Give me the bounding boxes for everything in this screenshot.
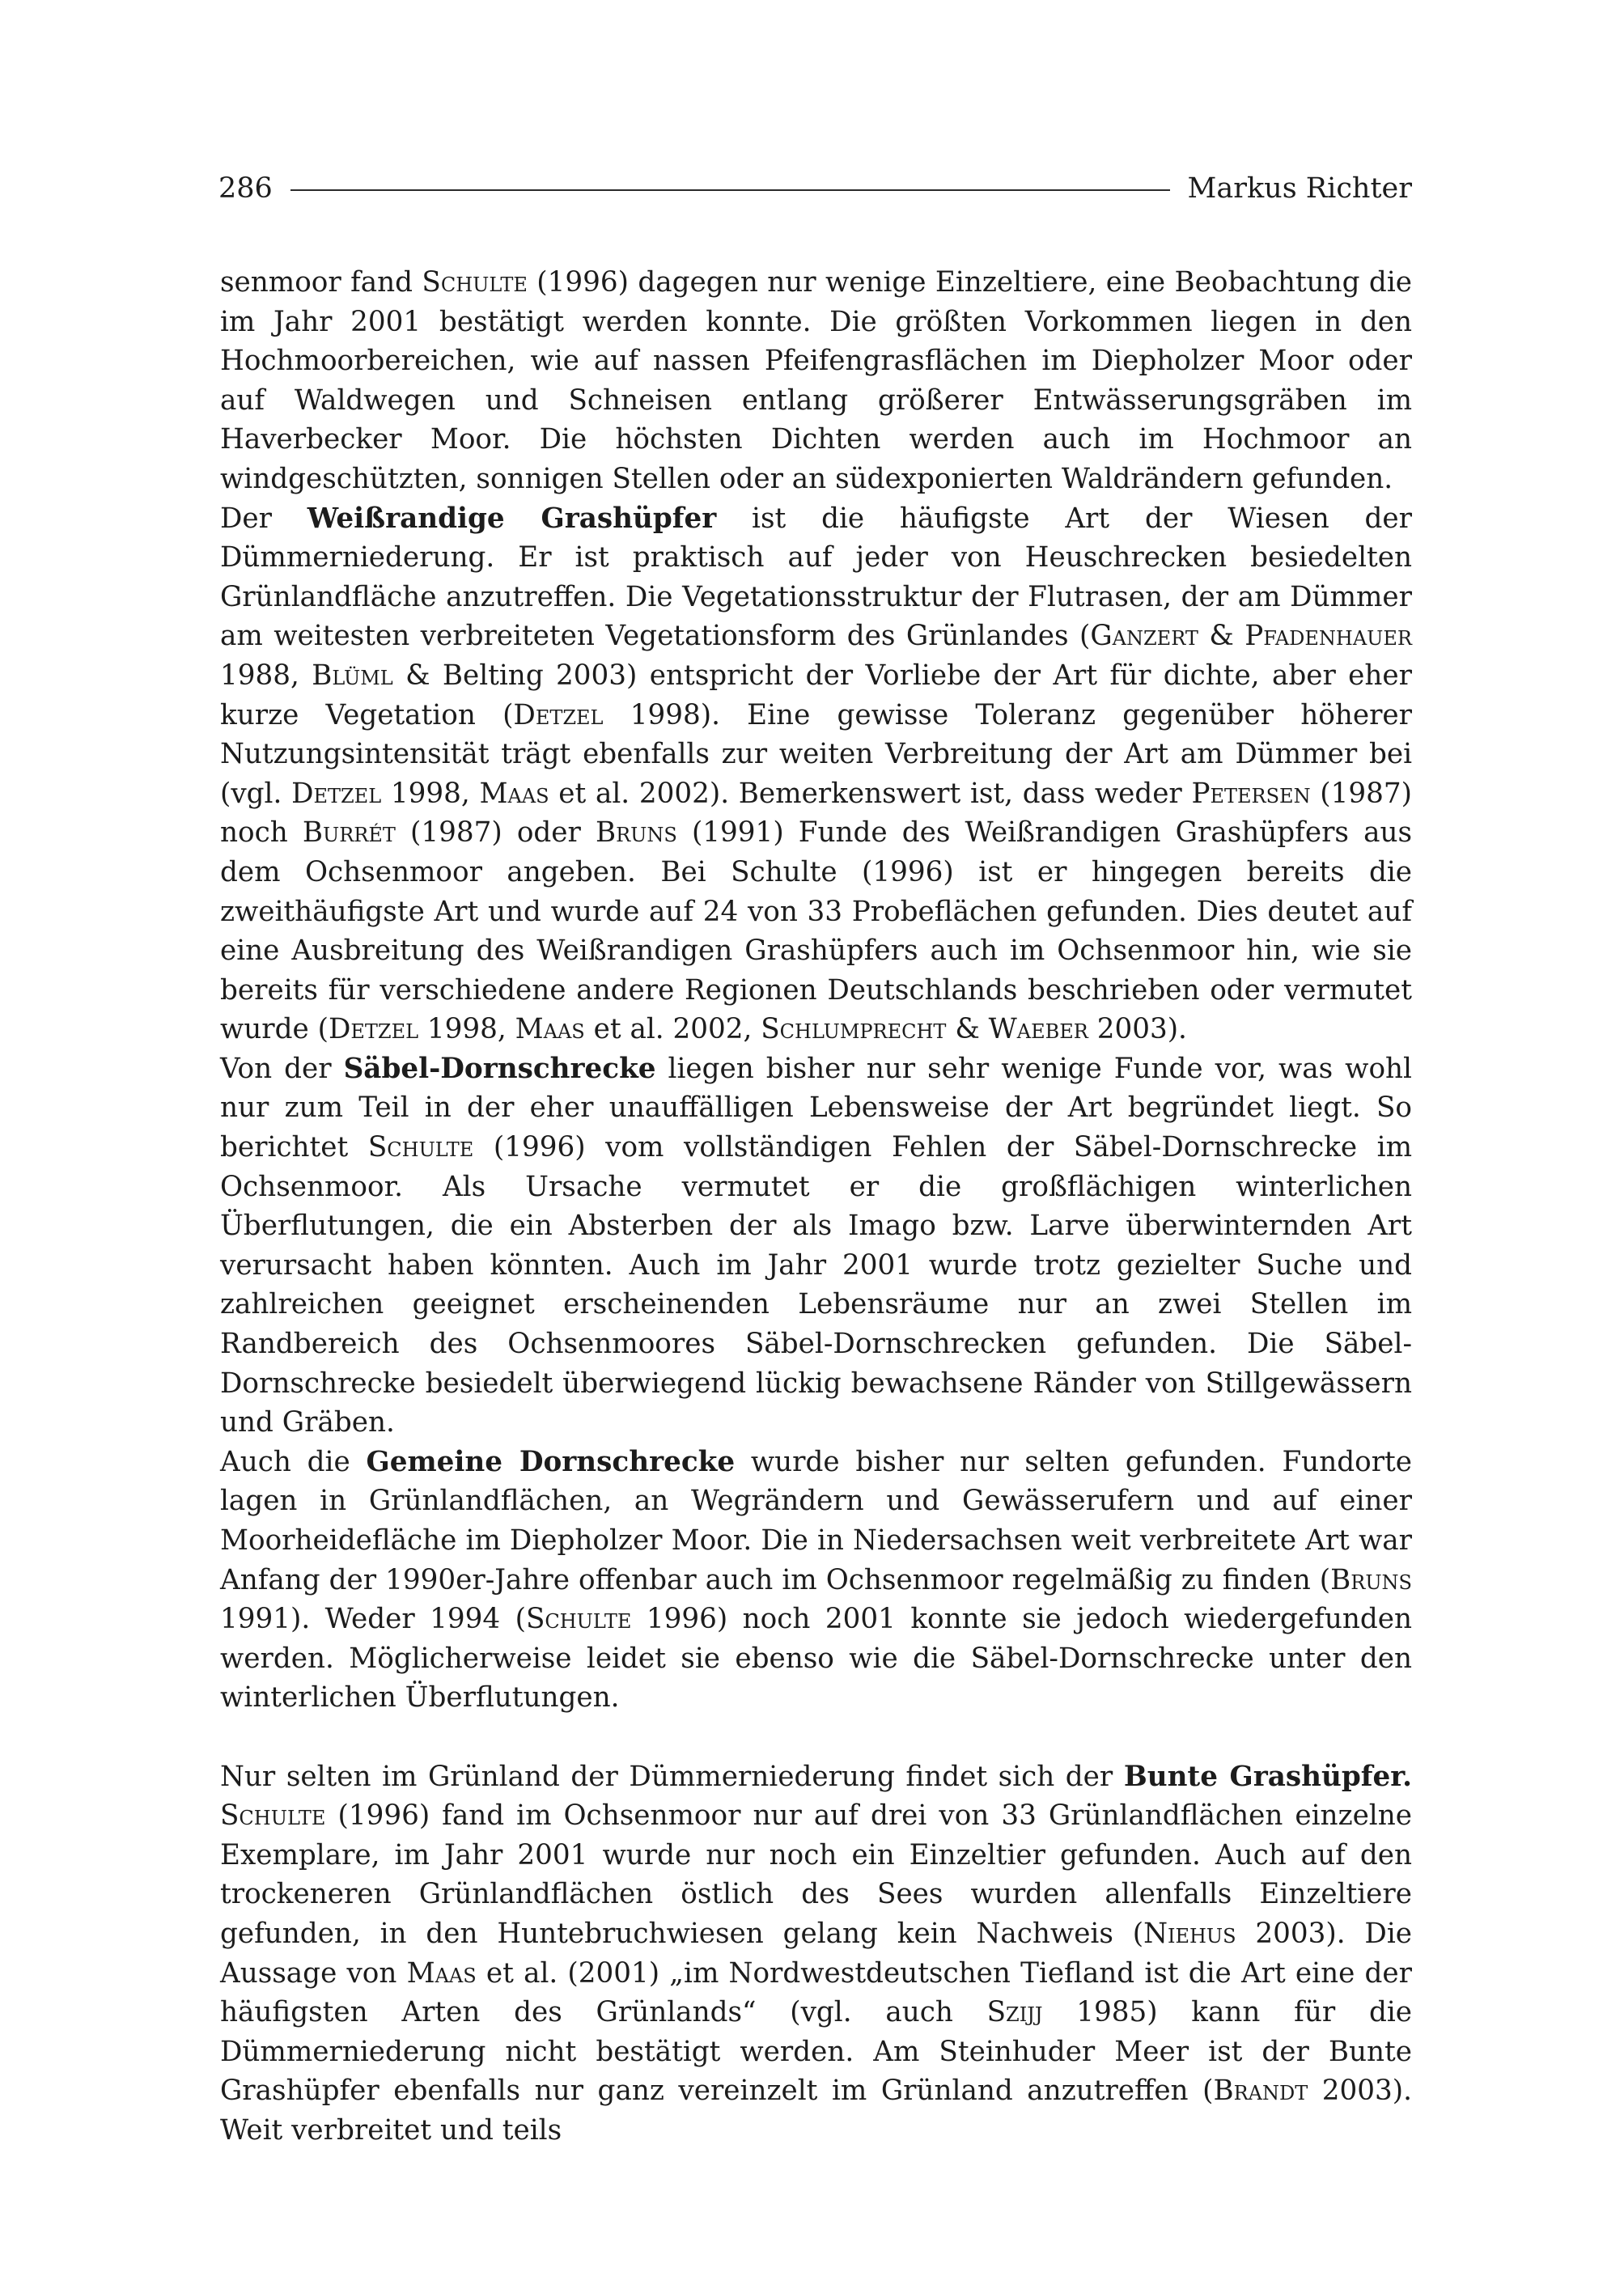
text-run: 1988, — [220, 620, 1421, 692]
text-run: ist die häufigste Art der Wiesen der Dümmerniederung. Er ist praktisch auf jeder von Heuschrecken besiedelten Grünlandfläche anzutreffen. Die Vegetationsstruktur der Flutrasen, der am Dümmer am weitesten verbreiteten Vegetationsform des Grünlandes ( — [220, 502, 1421, 653]
text-run: 2003). Die Aussage von — [220, 1917, 1421, 1990]
text-run: et al. (2001) „im Nordwestdeutschen Tiefland ist die Art eine der häufigsten Arten des Grünlands“ (vgl. auch — [220, 1956, 1421, 2029]
body-text — [220, 263, 1421, 2151]
text-run: et al. 2002). Bemerkenswert ist, dass weder — [549, 777, 1192, 810]
text-run: Der — [220, 502, 307, 535]
species-name: Weißrandige Grashüpfer — [307, 502, 717, 535]
text-run: liegen bisher nur sehr wenige Funde vor, was wohl nur zum Teil in der eher unauffälligen Lebensweise der Art begründet liegt. So berichtet — [220, 1052, 1421, 1164]
citation-author: Detzel — [513, 698, 604, 731]
citation-author: Bruns — [595, 816, 677, 850]
text-run: Nur selten im Grünland der Dümmerniederung findet sich der — [220, 1760, 1124, 1793]
text-run: 1985) kann für die Dümmerniederung nicht bestätigt werden. Am Steinhuder Meer ist der Bunte Grashüpfer ebenfalls nur ganz vereinzelt im Grünland anzutreffen ( — [220, 1996, 1421, 2108]
citation-author: Szijj — [986, 1996, 1043, 2029]
text-run — [1412, 1761, 1421, 1793]
text-run: 1998, — [418, 1013, 515, 1046]
text-run: & — [946, 1013, 989, 1046]
paragraph-weissrandige-grashuepfer — [220, 499, 1421, 1049]
text-run: wurde bisher nur selten gefunden. Fundorte lagen in Grünlandflächen, an Wegrändern und Gewässerufern und auf einer Moorheidefläche im Diepholzer Moor. Die in Niedersachsen weit verbreitete Art war Anfang der 1990er-Jahre offenbar auch im Ochsenmoor regelmäßig zu finden ( — [220, 1445, 1421, 1596]
header-rule — [290, 189, 1170, 191]
paragraph-gap — [220, 1718, 1412, 1757]
paragraph-saebel-dornschrecke — [220, 1049, 1421, 1443]
running-header — [218, 168, 1412, 209]
text-run: & — [1198, 620, 1245, 653]
citation-author: Niehus — [1143, 1917, 1236, 1950]
citation-author: Ganzert — [1090, 620, 1198, 653]
text-run: 1998). Eine gewisse Toleranz gegenüber höherer Nutzungsintensität trägt ebenfalls zur weiten Verbreitung der Art am Dümmer bei (vgl. — [220, 698, 1421, 810]
species-name: Bunte Grashüpfer. — [1123, 1760, 1413, 1793]
species-name: Gemeine Dornschrecke — [366, 1445, 736, 1478]
paragraph-bunte-grashuepfer — [220, 1757, 1421, 2151]
citation-author: Blüml — [312, 659, 393, 692]
text-run: (1987) oder — [395, 816, 596, 850]
citation-author: Schlumprecht — [761, 1013, 947, 1046]
text-run: Von der — [220, 1052, 344, 1085]
paragraph-schulte-1996 — [220, 263, 1421, 499]
citation-author: Schulte — [525, 1603, 632, 1636]
species-name: Säbel-Dornschrecke — [343, 1052, 656, 1085]
citation-author: Maas — [515, 1013, 585, 1046]
page-number: 286 — [218, 172, 273, 205]
text-run: et al. 2002, — [584, 1013, 761, 1046]
citation-author: Schulte — [422, 266, 528, 299]
text-run: (1987) noch — [220, 777, 1421, 850]
text-run: (1996) vom vollständigen Fehlen der Säbel-Dornschrecke im Ochsenmoor. Als Ursache vermutet er die großflächigen winterlichen Überflutungen, die ein Absterben der als Imago bzw. Larve überwinternden Art verursacht haben könnten. Auch im Jahr 2001 wurde trotz gezielter Suche und zahlreichen geeignet erscheinenden Lebensräume nur an zwei Stellen im Randbereich des Ochsenmoores Säbel-Dornschrecken gefunden. Die Säbel-Dornschrecke besiedelt überwiegend lückig bewachsene Ränder von Stillgewässern und Gräben. — [220, 1131, 1421, 1439]
citation-author: Schulte — [367, 1131, 474, 1164]
citation-author: Schulte — [220, 1799, 326, 1833]
text-run: 1991). Weder 1994 ( — [220, 1563, 1421, 1636]
paragraph-gemeine-dornschrecke — [220, 1443, 1421, 1718]
citation-author: Maas — [479, 777, 549, 810]
text-run: 1996) noch 2001 konnte sie jedoch wiedergefunden werden. Möglicherweise leidet sie ebenso wie die Säbel-Dornschrecke unter den winterlichen Überflutungen. — [220, 1603, 1421, 1714]
text-run: Auch die — [220, 1445, 367, 1478]
author-name: Markus Richter — [1187, 172, 1412, 205]
text-run: (1996) fand im Ochsenmoor nur auf drei von 33 Grünlandflächen einzelne Exemplare, im Jahr 2001 wurde nur noch ein Einzeltier gefunden. Auch auf den trockeneren Grünlandflächen östlich des Sees wurden allenfalls Einzeltiere gefunden, in den Huntebruchwiesen gelang kein Nachweis ( — [220, 1799, 1421, 1950]
citation-author: Bruns — [1330, 1563, 1412, 1596]
citation-author: Maas — [406, 1956, 477, 1990]
text-run: 2003). Weit verbreitet und teils — [220, 2075, 1421, 2147]
citation-author: Detzel — [328, 1013, 419, 1046]
text-run: 2003). — [1088, 1013, 1187, 1046]
citation-author: Burrét — [302, 816, 396, 850]
text-run: senmoor fand — [220, 266, 422, 299]
text-run: & Belting 2003) entspricht der Vorliebe der Art für dichte, aber eher kurze Vegetation ( — [220, 659, 1421, 731]
citation-author: Waeber — [988, 1013, 1088, 1046]
text-run: (1991) Funde des Weißrandigen Grashüpfers aus dem Ochsenmoor angeben. Bei Schulte (1996) ist er hingegen bereits die zweithäufigste Art und wurde auf 24 von 33 Probeflächen gefunden. Dies deutet auf eine Ausbreitung des Weißrandigen Grashüpfers auch im Ochsenmoor hin, wie sie bereits für verschiedene andere Regionen Deutschlands beschrieben oder vermutet wurde ( — [220, 816, 1421, 1046]
text-run: 1998, — [381, 777, 480, 810]
citation-author: Pfadenhauer — [1245, 620, 1412, 653]
citation-author: Petersen — [1191, 777, 1311, 810]
citation-author: Detzel — [291, 777, 382, 810]
citation-author: Brandt — [1213, 2075, 1308, 2108]
text-run: (1996) dagegen nur wenige Einzeltiere, eine Beobachtung die im Jahr 2001 bestätigt werden konnte. Die größten Vorkommen liegen in den Hochmoorbereichen, wie auf nassen Pfeifengrasflächen im Diepholzer Moor oder auf Waldwegen und Schneisen entlang größerer Entwässerungsgräben im Haverbecker Moor. Die höchsten Dichten werden auch im Hochmoor an windgeschützten, sonnigen Stellen oder an südexponierten Waldrändern gefunden. — [220, 266, 1421, 495]
